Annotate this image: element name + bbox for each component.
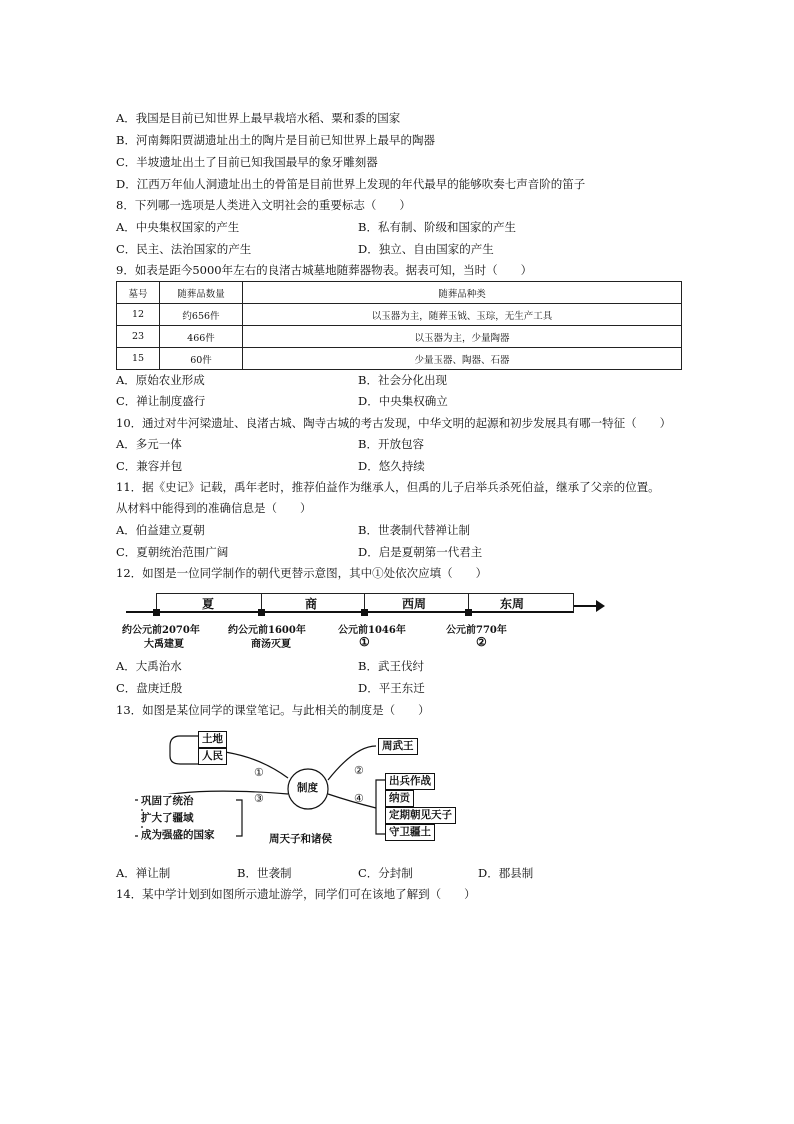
- table-row: [117, 348, 682, 370]
- timeline-date: 约公元前1600年: [228, 625, 306, 636]
- system-mind-map: [130, 728, 500, 850]
- q11-stem-line2: 从材料中能得到的准确信息是（ ）: [116, 501, 312, 515]
- q10-option-a: A．多元一体: [116, 437, 182, 451]
- q10-stem: 10．通过对牛河梁遗址、良渚古城、陶寺古城的考古发现，中华文明的起源和初步发展具有哪一特征（ ）: [116, 416, 672, 430]
- map-num-1: ①: [254, 766, 264, 779]
- table-cell: 23: [117, 326, 160, 348]
- timeline-blank: ②: [476, 635, 487, 649]
- timeline-tick: [465, 609, 472, 616]
- q8-option-b: B．私有制、阶级和国家的产生: [358, 220, 516, 234]
- timeline-dynasty: 夏: [202, 597, 215, 611]
- q8-option-c: C．民主、法治国家的产生: [116, 242, 252, 256]
- table-cell: 12: [117, 304, 160, 326]
- q7-option-b: B．河南舞阳贾湖遗址出土的陶片是目前已知世界上最早的陶器: [116, 133, 435, 147]
- q13-stem: 13．如图是某位同学的课堂笔记。与此相关的制度是（ ）: [116, 703, 430, 717]
- q8-option-d: D．独立、自由国家的产生: [358, 242, 494, 256]
- table-header: 墓号: [117, 282, 160, 304]
- q7-option-d: D．江西万年仙人洞遗址出土的骨笛是目前世界上发现的年代最早的能够吹奏七声音阶的笛子: [116, 177, 586, 191]
- timeline-date: 约公元前2070年: [122, 625, 200, 636]
- q13-option-c: C．分封制: [358, 866, 413, 880]
- map-item-tribute: 纳贡: [385, 790, 414, 807]
- map-item-consolidate: 巩固了统治: [138, 794, 197, 809]
- q11-option-b: B．世袭制代替禅让制: [358, 523, 470, 537]
- timeline-dynasty: 西周: [402, 597, 427, 611]
- map-num-3: ③: [254, 792, 264, 805]
- burial-goods-table: [116, 281, 682, 370]
- table-cell: 少量玉器、陶器、石器: [243, 348, 682, 370]
- q12-option-c: C．盘庚迁殷: [116, 681, 183, 695]
- q7-option-a: A．我国是目前已知世界上最早栽培水稻、粟和黍的国家: [116, 111, 401, 125]
- q11-stem-line1: 11．据《史记》记载，禹年老时，推荐伯益作为继承人，但禹的儿子启举兵杀死伯益，继承了父亲的位置。: [116, 480, 660, 494]
- timeline-arrow-head: [596, 600, 605, 612]
- q11-option-d: D．启是夏朝第一代君主: [358, 545, 483, 559]
- timeline-tick: [361, 609, 368, 616]
- q7-option-c: C．半坡遗址出土了目前已知我国最早的象牙雕刻器: [116, 155, 378, 169]
- q12-option-a: A．大禹治水: [116, 659, 182, 673]
- map-item-people: 人民: [198, 748, 227, 765]
- map-num-4: ④: [354, 792, 364, 805]
- q13-option-a: A．禅让制: [116, 866, 171, 880]
- table-cell: 60件: [160, 348, 243, 370]
- table-cell: 466件: [160, 326, 243, 348]
- map-item-strong-state: 成为强盛的国家: [138, 828, 218, 843]
- timeline-date: 公元前770年: [446, 625, 507, 636]
- map-item-land: 土地: [198, 731, 227, 748]
- table-header: 随葬品数量: [160, 282, 243, 304]
- table-header: 随葬品种类: [243, 282, 682, 304]
- table-cell: 15: [117, 348, 160, 370]
- timeline-event: 商汤灭夏: [251, 639, 291, 650]
- timeline-dynasty: 商: [305, 597, 318, 611]
- table-cell: 以玉器为主，随葬玉钺、玉琮，无生产工具: [243, 304, 682, 326]
- timeline-tick: [258, 609, 265, 616]
- q12-option-d: D．平王东迁: [358, 681, 425, 695]
- timeline-blank: ①: [359, 635, 370, 649]
- map-item-audience: 定期朝见天子: [385, 807, 456, 824]
- q9-option-a: A．原始农业形成: [116, 373, 205, 387]
- table-cell: 约656件: [160, 304, 243, 326]
- q10-option-c: C．兼容并包: [116, 459, 183, 473]
- map-num-2: ②: [354, 764, 364, 777]
- map-item-guard-border: 守卫疆土: [385, 824, 435, 841]
- table-cell: 以玉器为主，少量陶器: [243, 326, 682, 348]
- table-row: [117, 326, 682, 348]
- timeline-tick: [153, 609, 160, 616]
- q9-option-b: B．社会分化出现: [358, 373, 447, 387]
- q8-option-a: A．中央集权国家的产生: [116, 220, 240, 234]
- q8-stem: 8．下列哪一选项是人类进入文明社会的重要标志（ ）: [116, 198, 411, 212]
- q9-stem: 9．如表是距今5000年左右的良渚古城墓地随葬器物表。据表可知，当时（ ）: [116, 263, 533, 277]
- dynasty-timeline: [116, 583, 606, 657]
- map-item-military: 出兵作战: [385, 773, 435, 790]
- map-caption: 周天子和诸侯: [266, 832, 335, 847]
- q9-option-c: C．禅让制度盛行: [116, 394, 206, 408]
- timeline-event: 大禹建夏: [144, 639, 184, 650]
- q12-stem: 12．如图是一位同学制作的朝代更替示意图，其中①处依次应填（ ）: [116, 566, 488, 580]
- q11-option-a: A．伯益建立夏朝: [116, 523, 205, 537]
- q13-option-b: B．世袭制: [237, 866, 292, 880]
- timeline-date: 公元前1046年: [338, 625, 406, 636]
- q10-option-b: B．开放包容: [358, 437, 424, 451]
- map-center: 制度: [297, 782, 318, 794]
- q10-option-d: D．悠久持续: [358, 459, 425, 473]
- map-item-expand: 扩大了疆域: [138, 811, 197, 826]
- table-row: [117, 304, 682, 326]
- timeline-dynasty: 东周: [500, 597, 525, 611]
- q9-option-d: D．中央集权确立: [358, 394, 448, 408]
- q11-option-c: C．夏朝统治范围广阔: [116, 545, 229, 559]
- map-item-king-wu: 周武王: [378, 738, 418, 755]
- q14-stem: 14．某中学计划到如图所示遗址游学，同学们可在该地了解到（ ）: [116, 887, 476, 901]
- q13-option-d: D．郡县制: [478, 866, 534, 880]
- q12-option-b: B．武王伐纣: [358, 659, 424, 673]
- table-header-row: [117, 282, 682, 304]
